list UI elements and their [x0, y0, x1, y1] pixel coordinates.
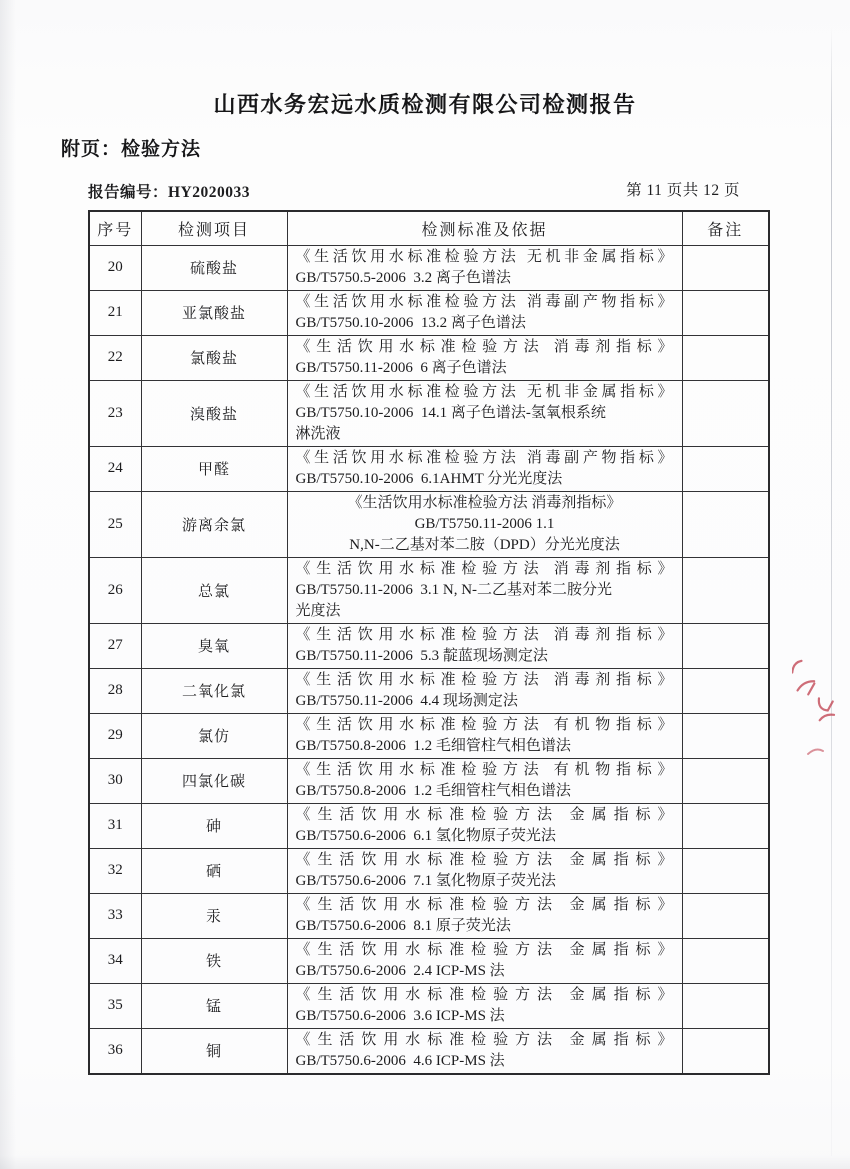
scan-bottom-shade [0, 1155, 850, 1169]
standard-line: N,N-二乙基对苯二胺（DPD）分光光度法 [349, 536, 620, 553]
test-item-cell: 总氯 [141, 557, 287, 623]
standard-line: 《生活饮用水标准检验方法 消毒副产物指标》 [295, 293, 674, 310]
row-number-cell: 32 [89, 848, 141, 893]
standard-line: GB/T5750.5-2006 3.2 离子色谱法 [295, 269, 511, 286]
standard-cell [287, 290, 682, 335]
standard-cell [287, 1028, 682, 1074]
standard-line: 《生活饮用水标准检验方法 金属指标》 [295, 806, 674, 823]
table-row [89, 1028, 769, 1074]
table-row [89, 335, 769, 380]
standard-line: GB/T5750.6-2006 6.1 氢化物原子荧光法 [295, 827, 556, 844]
test-item-cell: 四氯化碳 [141, 758, 287, 803]
standard-cell [287, 848, 682, 893]
standard-line: GB/T5750.10-2006 13.2 离子色谱法 [295, 314, 526, 331]
row-number-cell: 34 [89, 938, 141, 983]
standard-cell [287, 335, 682, 380]
remark-cell [682, 713, 769, 758]
table-row [89, 491, 769, 557]
standard-line: 《生活饮用水标准检验方法 消毒剂指标》 [347, 494, 622, 511]
row-number-cell: 22 [89, 335, 141, 380]
remark-cell [682, 491, 769, 557]
row-number-cell: 25 [89, 491, 141, 557]
standard-cell [287, 983, 682, 1028]
standard-line: GB/T5750.6-2006 7.1 氢化物原子荧光法 [295, 872, 556, 889]
row-number-cell: 27 [89, 623, 141, 668]
row-number-cell: 23 [89, 380, 141, 446]
standard-cell [287, 446, 682, 491]
standard-line: GB/T5750.11-2006 5.3 靛蓝现场测定法 [295, 647, 548, 664]
standard-line: 《生活饮用水标准检验方法 有机物指标》 [295, 716, 674, 733]
standard-line: 《生活饮用水标准检验方法 金属指标》 [295, 941, 674, 958]
row-number-cell: 29 [89, 713, 141, 758]
column-header-standard: 检测标准及依据 [287, 211, 682, 245]
standard-line: GB/T5750.11-2006 3.1 N, N-二乙基对苯二胺分光 [295, 581, 613, 598]
standard-cell [287, 758, 682, 803]
test-item-cell: 硒 [141, 848, 287, 893]
standard-line: GB/T5750.11-2006 1.1 [414, 515, 555, 532]
remark-cell [682, 557, 769, 623]
remark-cell [682, 668, 769, 713]
standard-cell [287, 623, 682, 668]
methods-table [88, 210, 770, 1075]
standard-line: GB/T5750.6-2006 8.1 原子荧光法 [295, 917, 511, 934]
standard-line: 《生活饮用水标准检验方法 金属指标》 [295, 1031, 674, 1048]
row-number-cell: 26 [89, 557, 141, 623]
standard-line: 《生活饮用水标准检验方法 金属指标》 [295, 986, 674, 1003]
table-row [89, 623, 769, 668]
remark-cell [682, 848, 769, 893]
table-row [89, 668, 769, 713]
standard-line: 《生活饮用水标准检验方法 消毒剂指标》 [295, 338, 674, 355]
test-item-cell: 溴酸盐 [141, 380, 287, 446]
appendix-label: 附页：检验方法 [61, 139, 202, 160]
page-indicator: 第 11 页共 12 页 [626, 182, 740, 199]
standard-cell [287, 893, 682, 938]
column-header-item: 检测项目 [141, 211, 287, 245]
report-title: 山西水务宏远水质检测有限公司检测报告 [213, 92, 637, 117]
test-item-cell: 锰 [141, 983, 287, 1028]
remark-cell [682, 380, 769, 446]
remark-cell [682, 623, 769, 668]
test-item-cell: 氯酸盐 [141, 335, 287, 380]
report-number: 报告编号：HY2020033 [88, 184, 251, 201]
table-row [89, 713, 769, 758]
standard-cell [287, 668, 682, 713]
test-item-cell: 硫酸盐 [141, 245, 287, 290]
standard-cell [287, 245, 682, 290]
standard-cell [287, 713, 682, 758]
standard-line: GB/T5750.11-2006 6 离子色谱法 [295, 359, 507, 376]
table-row [89, 380, 769, 446]
table-row [89, 938, 769, 983]
table-row [89, 983, 769, 1028]
standard-cell [287, 803, 682, 848]
standard-line: 《生活饮用水标准检验方法 消毒副产物指标》 [295, 449, 674, 466]
column-header-remark: 备注 [682, 211, 769, 245]
standard-line: 《生活饮用水标准检验方法 有机物指标》 [295, 761, 674, 778]
standard-line: 《生活饮用水标准检验方法 消毒剂指标》 [295, 626, 674, 643]
test-item-cell: 铁 [141, 938, 287, 983]
table-row [89, 446, 769, 491]
remark-cell [682, 938, 769, 983]
remark-cell [682, 290, 769, 335]
remark-cell [682, 893, 769, 938]
standard-line: 光度法 [295, 602, 341, 619]
remark-cell [682, 335, 769, 380]
row-number-cell: 30 [89, 758, 141, 803]
standard-cell [287, 557, 682, 623]
remark-cell [682, 446, 769, 491]
red-seal-fragment [792, 638, 844, 770]
table-row [89, 803, 769, 848]
remark-cell [682, 983, 769, 1028]
test-item-cell: 二氧化氯 [141, 668, 287, 713]
row-number-cell: 35 [89, 983, 141, 1028]
test-item-cell: 砷 [141, 803, 287, 848]
row-number-cell: 20 [89, 245, 141, 290]
test-item-cell: 亚氯酸盐 [141, 290, 287, 335]
table-row [89, 758, 769, 803]
standard-cell [287, 938, 682, 983]
standard-line: GB/T5750.10-2006 14.1 离子色谱法-氢氧根系统 [295, 404, 606, 421]
test-item-cell: 臭氧 [141, 623, 287, 668]
remark-cell [682, 1028, 769, 1074]
table-row [89, 893, 769, 938]
row-number-cell: 24 [89, 446, 141, 491]
test-item-cell: 甲醛 [141, 446, 287, 491]
standard-line: 《生活饮用水标准检验方法 金属指标》 [295, 851, 674, 868]
table-row [89, 290, 769, 335]
standard-line: 《生活饮用水标准检验方法 金属指标》 [295, 896, 674, 913]
column-header-no: 序号 [89, 211, 141, 245]
remark-cell [682, 803, 769, 848]
standard-line: GB/T5750.6-2006 3.6 ICP-MS 法 [295, 1007, 505, 1024]
test-item-cell: 氯仿 [141, 713, 287, 758]
standard-line: GB/T5750.8-2006 1.2 毛细管柱气相色谱法 [295, 782, 571, 799]
test-item-cell: 铜 [141, 1028, 287, 1074]
table-row [89, 848, 769, 893]
standard-line: GB/T5750.8-2006 1.2 毛细管柱气相色谱法 [295, 737, 571, 754]
test-item-cell: 汞 [141, 893, 287, 938]
test-item-cell: 游离余氯 [141, 491, 287, 557]
standard-line: 《生活饮用水标准检验方法 无机非金属指标》 [295, 383, 674, 400]
table-row [89, 557, 769, 623]
table-row [89, 245, 769, 290]
row-number-cell: 31 [89, 803, 141, 848]
remark-cell [682, 245, 769, 290]
scan-left-shade [0, 0, 16, 1169]
standard-cell [287, 380, 682, 446]
methods-table-body [89, 245, 769, 1074]
row-number-cell: 21 [89, 290, 141, 335]
standard-line: GB/T5750.6-2006 2.4 ICP-MS 法 [295, 962, 505, 979]
standard-line: GB/T5750.6-2006 4.6 ICP-MS 法 [295, 1052, 505, 1069]
table-header-row [89, 211, 769, 245]
standard-line: 《生活饮用水标准检验方法 无机非金属指标》 [295, 248, 674, 265]
remark-cell [682, 758, 769, 803]
page-edge-line [831, 26, 832, 1156]
standard-line: 《生活饮用水标准检验方法 消毒剂指标》 [295, 671, 674, 688]
standard-line: 《生活饮用水标准检验方法 消毒剂指标》 [295, 560, 674, 577]
row-number-cell: 28 [89, 668, 141, 713]
row-number-cell: 36 [89, 1028, 141, 1074]
standard-cell [287, 491, 682, 557]
row-number-cell: 33 [89, 893, 141, 938]
standard-line: GB/T5750.10-2006 6.1AHMT 分光光度法 [295, 470, 563, 487]
standard-line: GB/T5750.11-2006 4.4 现场测定法 [295, 692, 518, 709]
standard-line: 淋洗液 [295, 425, 341, 442]
